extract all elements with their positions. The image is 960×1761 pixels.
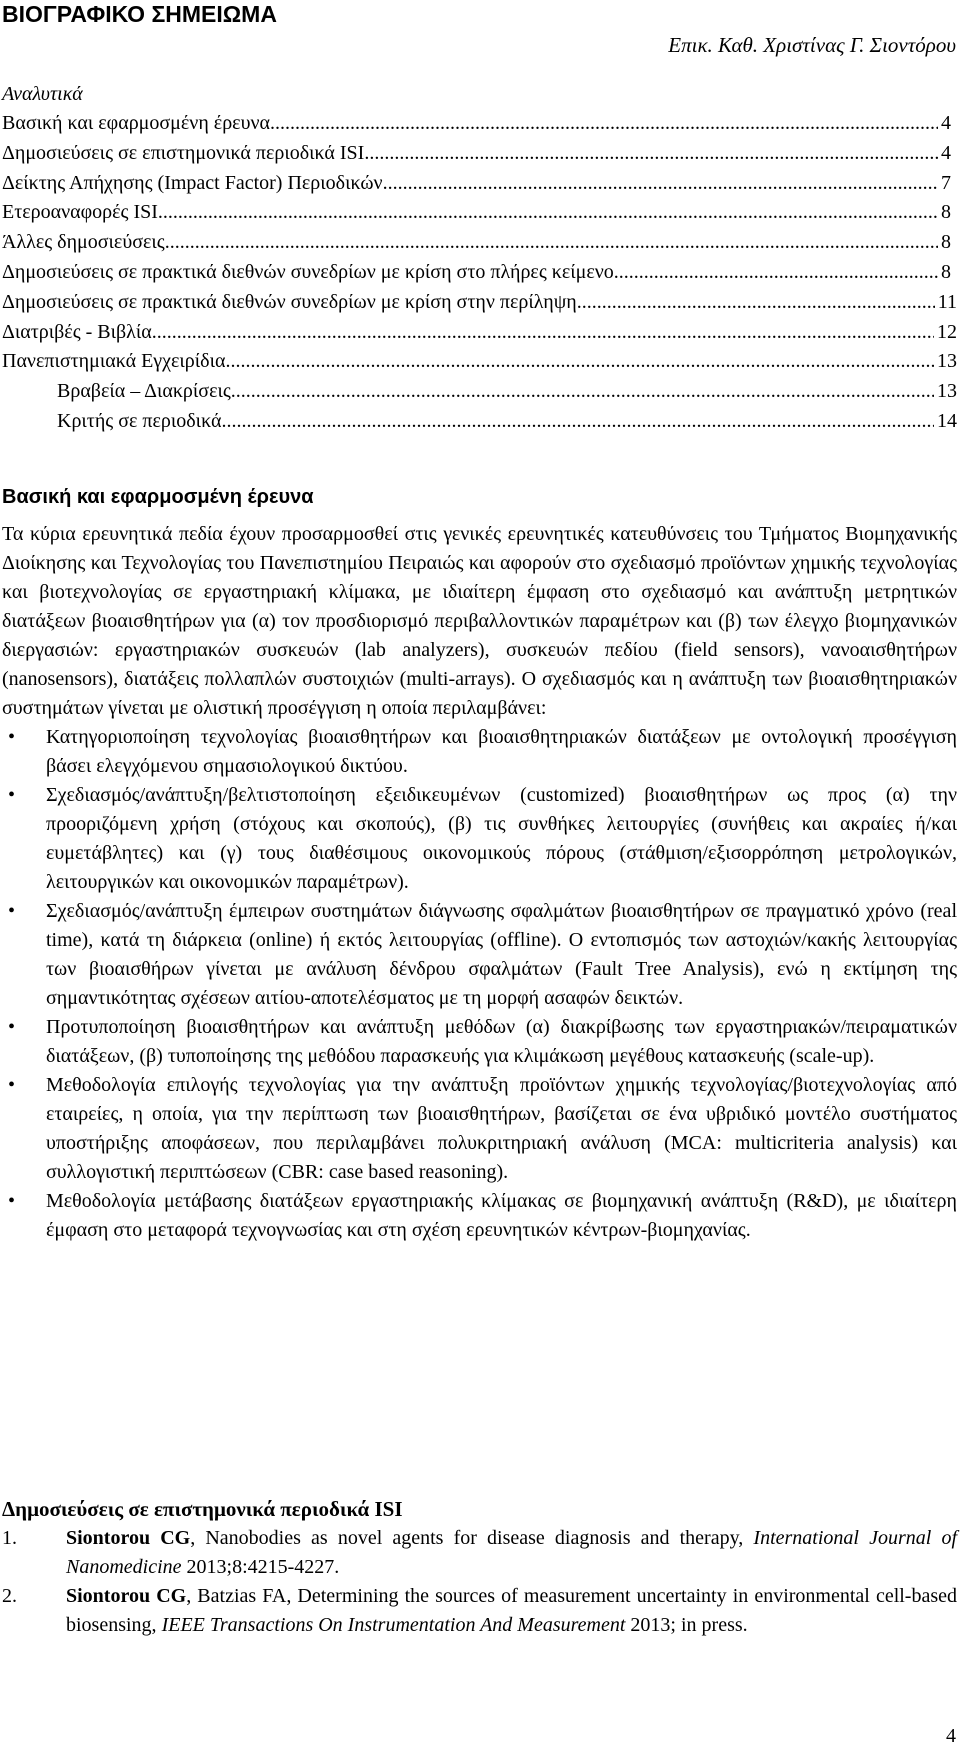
toc-leader-dots — [158, 198, 938, 227]
publications-heading: Δημοσιεύσεις σε επιστημονικά περιοδικά ISI — [2, 1497, 403, 1521]
toc-item-page: 13 — [937, 350, 957, 373]
toc-item[interactable] — [2, 407, 957, 437]
toc-item[interactable] — [2, 198, 957, 228]
toc-leader-dots — [364, 139, 938, 168]
toc-item-label: Βασική και εφαρμοσμένη έρευνα — [2, 112, 271, 134]
publication-item — [2, 1524, 957, 1582]
toc-item-label: Κριτής σε περιοδικά — [57, 409, 222, 432]
toc-leader-dots — [577, 288, 935, 317]
toc-item[interactable] — [2, 228, 957, 258]
research-bullet-item: • Κατηγοριοποίηση τεχνολογίας βιοαισθητήρων και βιοαισθητηριακών διατάξεων με οντολογική προσέγγιση βάσει ελεγχόμενου σημασιολογικού δικτύου. — [2, 723, 957, 781]
toc-item-label: Δείκτης Απήχησης (Impact Factor) Περιοδικών — [2, 171, 383, 194]
toc-leader-dots — [270, 109, 938, 138]
research-heading: Βασική και εφαρμοσμένη έρευνα — [2, 486, 314, 508]
publication-item — [2, 1582, 957, 1640]
publication-text: , Batzias FA, Determining the sources of measurement uncertainty in environmental cell-based biosensing, — [66, 1585, 958, 1636]
research-body — [2, 520, 957, 1245]
toc-item-label: Δημοσιεύσεις σε πρακτικά διεθνών συνεδρίων με κρίση στο πλήρες κείμενο — [2, 260, 614, 283]
toc-item-page: 4 — [941, 112, 951, 134]
publication-ref: 2013;8:4215-4227. — [181, 1556, 340, 1578]
toc-item-label: Δημοσιεύσεις σε επιστημονικά περιοδικά ISI — [2, 141, 365, 164]
research-bullet-item: • Μεθοδολογία μετάβασης διατάξεων εργαστηριακής κλίμακας σε βιομηχανική ανάπτυξη (R&D), με ιδιαίτερη έμφαση στο μεταφορά τεχνογνωσίας και στη σχέση ερευνητικών κέντρων-βιομηχανίας. — [2, 1187, 957, 1245]
toc-item-label: Πανεπιστημιακά Εγχειρίδια — [2, 350, 226, 373]
toc-item-page: 8 — [941, 260, 951, 283]
research-bullet-item: • Σχεδιασμός/ανάπτυξη έμπειρων συστημάτων διάγνωσης σφαλμάτων βιοαισθητήρων σε πραγματικό χρόνο (real time), κατά τη διάρκεια (online) ή εκτός λειτουργίας (offline). Ο εντοπισμός των αστοχιών/κακής λειτουργίας των βιοαισθήρων γίνεται με ανάλυση δένδρου σφαλμάτων (Fault Tree Analysis), ενώ η εκτίμηση της σημαντικότητας σχέσεων αιτίου-αποτελέσματος με τη μορφή ασαφών δεικτών. — [2, 897, 957, 1013]
publication-author: Siontorou CG — [66, 1527, 191, 1549]
toc-leader-dots — [231, 377, 934, 406]
toc-item-label: Διατριβές - Βιβλία — [2, 320, 152, 343]
toc-leader-dots — [152, 318, 934, 347]
toc-item-page: 11 — [937, 290, 957, 313]
toc-item-page: 7 — [941, 171, 951, 194]
publication-number: 1. — [2, 1527, 17, 1549]
toc-leader-dots — [383, 169, 938, 198]
toc-item-label: Ετεροαναφορές ISI — [2, 201, 158, 224]
toc-item-page: 4 — [941, 141, 951, 164]
toc-leader-dots — [165, 228, 938, 257]
page-number: 4 — [946, 1725, 956, 1747]
toc-heading: Αναλυτικά — [2, 83, 83, 105]
toc-item[interactable] — [2, 347, 957, 377]
toc-item-label: Άλλες δημοσιεύσεις — [2, 231, 165, 254]
research-intro: Τα κύρια ερευνητικά πεδία έχουν προσαρμοσθεί στις γενικές ερευνητικές κατευθύνσεις του Τμήματος Βιομηχανικής Διοίκησης και Τεχνολογίας του Πανεπιστημίου Πειραιώς και αφορούν στο σχεδιασμό προϊόντων χημικής τεχνολογίας και βιοτεχνολογίας σε εργαστηριακή κλίμακα, με ιδιαίτερη έμφαση στο σχεδιασμό και ανάπτυξη μετρητικών διατάξεων βιοαισθητήρων για (α) τον προσδιορισμό περιβαλλοντικών παραμέτρων και (β) των έλεγχο βιομηχανικών διεργασιών: εργαστηριακών συσκευών (lab analyzers), συσκευών πεδίου (field sensors), νανοαισθητήρων (nanosensors), διατάξεις πολλαπλών συστοιχιών (multi-arrays). Ο σχεδιασμός και η ανάπτυξη των βιοαισθητηριακών συστημάτων γίνεται με ολιστική προσέγγιση η οποία περιλαμβάνει: — [2, 523, 957, 719]
toc-item-page: 12 — [937, 320, 957, 343]
publication-number: 2. — [2, 1585, 17, 1607]
toc-item[interactable] — [2, 377, 957, 407]
toc-item-page: 8 — [941, 201, 951, 224]
toc-item-page: 14 — [937, 409, 957, 432]
publication-text: , Nanobodies as novel agents for disease diagnosis and therapy, — [190, 1527, 754, 1549]
toc-item[interactable] — [2, 258, 957, 288]
toc-item[interactable] — [2, 139, 957, 169]
document-title: ΒΙΟΓΡΑΦΙΚΟ ΣΗΜΕΙΩΜΑ — [2, 1, 277, 27]
publication-ref: 2013; in press. — [625, 1614, 748, 1636]
toc-item-page: 13 — [937, 380, 957, 403]
toc-item[interactable] — [2, 288, 957, 318]
toc-item[interactable] — [2, 169, 957, 199]
toc-leader-dots — [614, 258, 938, 287]
research-bullet-list — [2, 723, 957, 1245]
author-line: Επικ. Καθ. Χριστίνας Γ. Σιοντόρου — [668, 33, 956, 57]
publication-journal: IEEE Transactions On Instrumentation And Measurement — [161, 1614, 626, 1636]
research-bullet-item: • Προτυποποίηση βιοαισθητήρων και ανάπτυξη μεθόδων (α) διακρίβωσης των εργαστηριακών/πειραματικών διατάξεων, (β) τυποποίησης της μεθόδου παρασκευής για κλιμάκωση μεγέθους κατασκευής (scale-up). — [2, 1013, 957, 1071]
toc-item-page: 8 — [941, 231, 951, 254]
publication-journal: International Journal of Nanomedicine — [66, 1527, 957, 1578]
toc-item-label: Βραβεία – Διακρίσεις — [57, 380, 231, 403]
publication-author: Siontorou CG — [66, 1585, 187, 1607]
table-of-contents — [2, 80, 957, 437]
toc-item[interactable] — [2, 318, 957, 348]
publication-list — [2, 1524, 957, 1640]
toc-leader-dots — [225, 347, 934, 376]
research-bullet-item: • Μεθοδολογία επιλογής τεχνολογίας για την ανάπτυξη προϊόντων χημικής τεχνολογίας/βιοτεχνολογίας από εταιρείες, η οποία, για την περίπτωση των βιοαισθητήρων, βασίζεται σε ένα υβριδικό μοντέλο συστήματος υποστήριξης αποφάσεων, που περιλαμβάνει πολυκριτηριακή ανάλυση (MCA: multicriteria analysis) και συλλογιστική περιπτώσεων (CBR: case based reasoning). — [2, 1071, 957, 1187]
toc-list — [2, 109, 957, 437]
research-bullet-item: • Σχεδιασμός/ανάπτυξη/βελτιστοποίηση εξειδικευμένων (customized) βιοαισθητήρων ως προς (α) την προοριζόμενη χρήση (στόχους και σκοπούς), (β) τις συνθήκες λειτουργίες (συνήθεις και ακραίες ή/και ευμετάβλητες) και (γ) τους διαθέσιμους οικονομικούς πόρους (στάθμιση/εξισορρόπηση μετρολογικών, λειτουργικών και οικονομικών παραμέτρων). — [2, 781, 957, 897]
toc-leader-dots — [221, 407, 934, 436]
toc-item-label: Δημοσιεύσεις σε πρακτικά διεθνών συνεδρίων με κρίση στην περίληψη — [2, 290, 577, 313]
toc-item[interactable] — [2, 109, 957, 139]
